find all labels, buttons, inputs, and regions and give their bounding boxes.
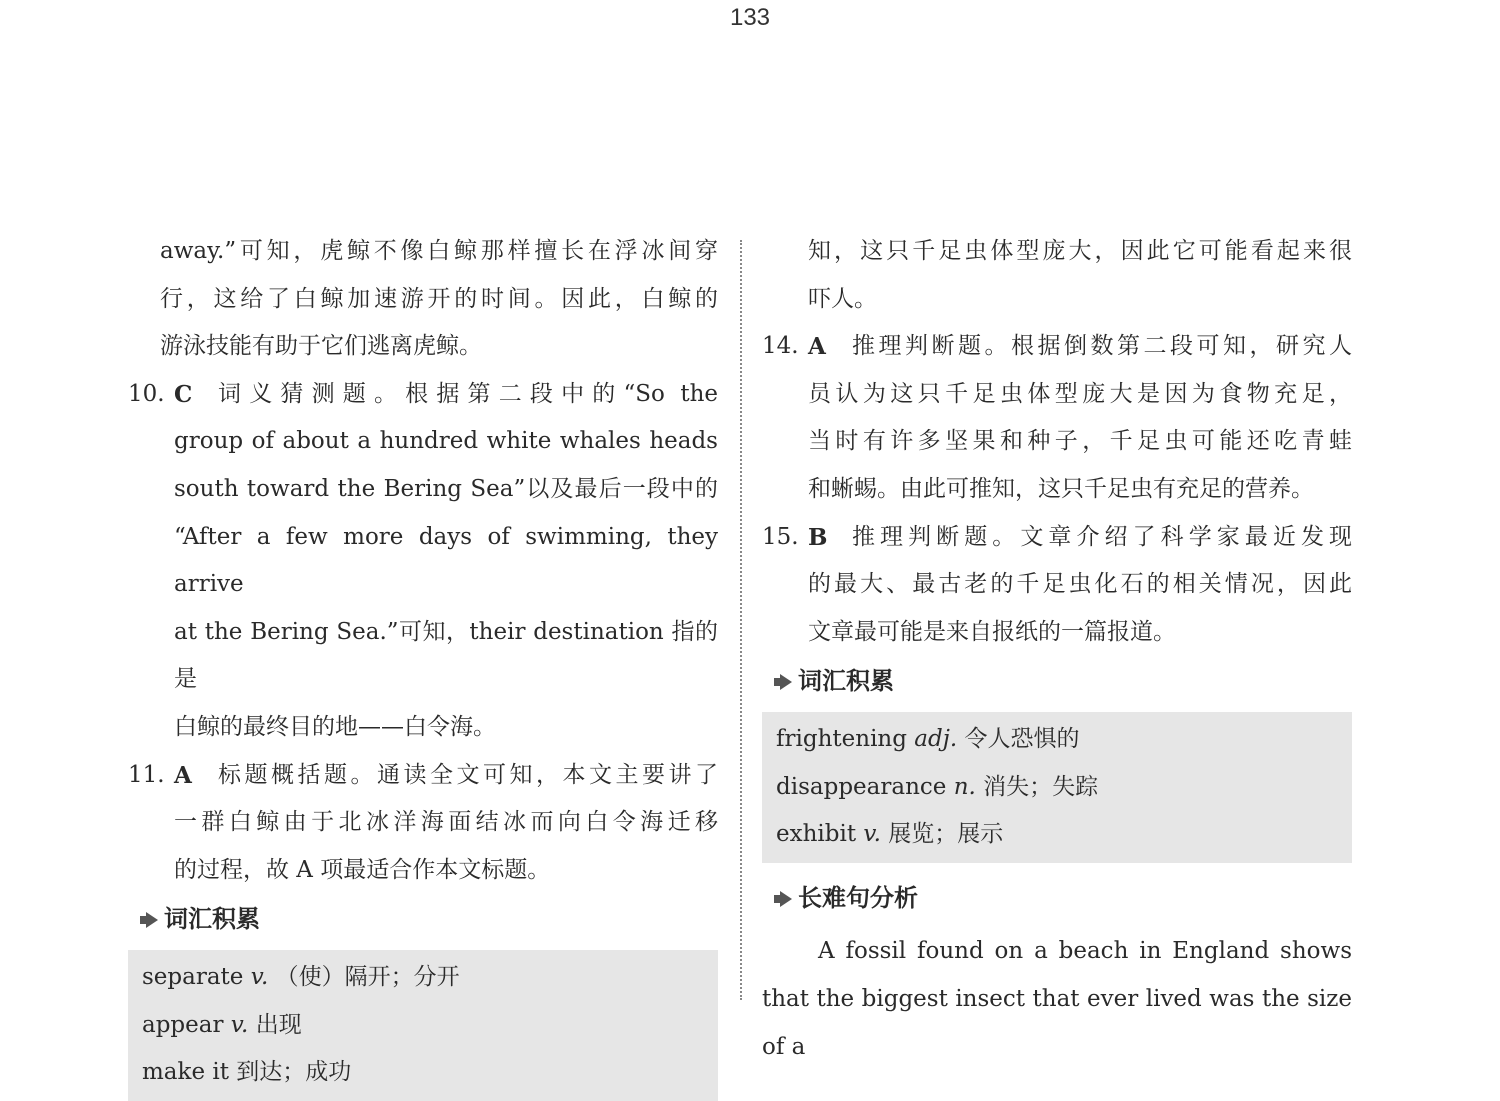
vocab-meaning: 展览；展示: [888, 821, 1004, 848]
answer-letter: B: [808, 523, 828, 551]
vocab-pos: n.: [953, 773, 976, 800]
text-line: 推理判断题。根据倒数第二段可知，研究人: [852, 333, 1352, 360]
section-marker-icon: [780, 891, 792, 907]
vocab-word: make it: [142, 1059, 229, 1086]
vocab-pos: v.: [230, 1011, 249, 1038]
vocab-entry: [776, 811, 1338, 859]
answer-item-11: [128, 752, 718, 895]
answer-explanation: [174, 371, 718, 752]
text-line: 当时有许多坚果和种子，千足虫可能还吃青蛙: [808, 428, 1352, 455]
answer-explanation: [808, 514, 1352, 657]
section-marker-icon: [146, 912, 158, 928]
left-column: [128, 228, 718, 1101]
vocab-pos: v.: [863, 821, 881, 848]
text-line: 白鲸的最终目的地——白令海。: [174, 713, 496, 740]
vocab-entry: [776, 764, 1338, 812]
vocab-pos: adj.: [914, 725, 958, 752]
analysis-paragraph: A fossil found on a beach in England shows that the biggest insect that ever lived was the size of a: [762, 938, 1352, 1060]
vocab-meaning: 出现: [255, 1011, 302, 1038]
answer-letter: A: [808, 333, 826, 361]
vocab-meaning: （使）隔开；分开: [275, 963, 460, 990]
right-column: [762, 228, 1352, 1071]
text-line: 推理判断题。文章介绍了科学家最近发现: [852, 523, 1352, 550]
answer-explanation: [174, 752, 718, 895]
vocab-word: frightening: [776, 725, 907, 752]
answer-letter: C: [174, 380, 193, 408]
text-line: 员认为这只千足虫体型庞大是因为食物充足，: [808, 380, 1352, 407]
text-line: 词义猜测题。根据第二段中的“So the: [218, 380, 718, 407]
text-line: 标题概括题。通读全文可知，本文主要讲了: [218, 761, 718, 788]
continued-paragraph: [128, 228, 718, 371]
page-number: 133: [729, 4, 771, 31]
text-line: south toward the Bering Sea”以及最后一段中的: [174, 475, 718, 502]
vocab-pos: v.: [250, 963, 269, 990]
vocab-entry: [142, 1049, 704, 1097]
vocab-word: separate: [142, 963, 244, 990]
text-line: away.”可知，虎鲸不像白鲸那样擅长在浮冰间穿: [160, 238, 718, 264]
answer-letter: A: [174, 761, 192, 789]
answer-item-10: [128, 371, 718, 752]
section-title: 词汇积累: [164, 905, 260, 934]
column-divider: [740, 240, 742, 1000]
vocab-box: [762, 712, 1352, 863]
answer-item-14: [762, 323, 1352, 513]
text-line: 一群白鲸由于北冰洋海面结冰而向白令海迁移: [174, 809, 718, 836]
text-line: 的过程，故 A 项最适合作本文标题。: [174, 856, 551, 883]
section-title: 长难句分析: [798, 883, 918, 912]
vocab-meaning: 消失；失踪: [983, 773, 1099, 800]
continued-paragraph: [762, 228, 1352, 323]
section-heading-vocab: [128, 896, 718, 944]
question-number: 14.: [762, 333, 799, 360]
vocab-box: [128, 950, 718, 1101]
answer-explanation: [808, 323, 1352, 513]
section-marker-icon: [780, 674, 792, 690]
question-number: 11.: [128, 761, 165, 788]
text-line: at the Bering Sea.”可知，their destination 指的是: [174, 618, 718, 693]
text-line: 行，这给了白鲸加速游开的时间。因此，白鲸的: [160, 285, 718, 312]
vocab-entry: [776, 716, 1338, 764]
text-line: 吓人。: [808, 285, 877, 312]
section-heading-analysis: [762, 875, 1352, 923]
text-line: 知，这只千足虫体型庞大，因此它可能看起来很: [808, 238, 1352, 264]
text-line: 的最大、最古老的千足虫化石的相关情况，因此: [808, 571, 1352, 598]
vocab-meaning: 到达；成功: [236, 1059, 352, 1086]
question-number: 15.: [762, 523, 799, 550]
vocab-word: appear: [142, 1011, 224, 1038]
vocab-entry: [142, 954, 704, 1002]
question-number: 10.: [128, 380, 165, 407]
section-heading-vocab: [762, 658, 1352, 706]
text-line: “After a few more days of swimming, they arrive: [174, 523, 718, 598]
section-title: 词汇积累: [798, 667, 894, 696]
text-line: group of about a hundred white whales heads: [174, 428, 718, 455]
text-line: 和蜥蜴。由此可推知，这只千足虫有充足的营养。: [808, 475, 1314, 502]
vocab-word: exhibit: [776, 821, 857, 848]
vocab-meaning: 令人恐惧的: [964, 725, 1080, 752]
vocab-word: disappearance: [776, 773, 947, 800]
answer-item-15: [762, 514, 1352, 657]
text-line: 游泳技能有助于它们逃离虎鲸。: [160, 333, 482, 360]
text-line: 文章最可能是来自报纸的一篇报道。: [808, 618, 1176, 645]
vocab-entry: [142, 1002, 704, 1050]
